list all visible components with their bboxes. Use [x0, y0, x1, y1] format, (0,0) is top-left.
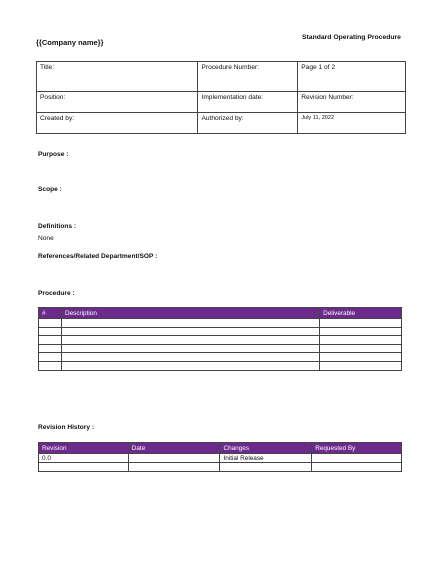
- created-by-cell: Created by:: [37, 113, 198, 134]
- date-cell: July 11, 2022: [298, 113, 406, 134]
- procedure-cell-description: [61, 361, 319, 370]
- procedure-cell-number: [39, 361, 62, 370]
- company-name: {{Company name}}: [36, 38, 104, 47]
- info-row: [37, 113, 406, 134]
- procedure-cell-number: [39, 319, 62, 328]
- procedure-cell-number: [39, 353, 62, 362]
- revision-cell-revision: 0.0: [39, 454, 129, 463]
- revision-row: [39, 454, 402, 463]
- references-heading: References/Related Department/SOP :: [38, 253, 158, 260]
- position-cell: Position:: [37, 92, 198, 113]
- procedure-number-cell: Procedure Number:: [198, 62, 298, 92]
- revision-cell-date: [128, 454, 220, 463]
- procedure-header-description: Description: [61, 308, 319, 319]
- revision-cell-requested-by: [312, 463, 402, 472]
- procedure-row: [39, 353, 402, 362]
- revision-cell-date: [128, 463, 220, 472]
- procedure-cell-number: [39, 344, 62, 353]
- procedure-cell-description: [61, 344, 319, 353]
- revision-cell-requested-by: [312, 454, 402, 463]
- info-row: [37, 62, 406, 92]
- revision-table: [38, 442, 402, 472]
- procedure-row: [39, 344, 402, 353]
- definitions-value: None: [38, 235, 54, 242]
- procedure-cell-deliverable: [320, 327, 402, 336]
- info-table: [36, 61, 406, 134]
- revision-cell-changes: [220, 463, 312, 472]
- revision-header-date: Date: [128, 443, 220, 454]
- implementation-date-cell: Implementation date:: [198, 92, 298, 113]
- procedure-cell-deliverable: [320, 336, 402, 345]
- revision-header-row: [39, 443, 402, 454]
- page-cell: Page 1 of 2: [298, 62, 406, 92]
- purpose-heading: Purpose :: [38, 151, 69, 158]
- procedure-cell-number: [39, 336, 62, 345]
- revision-number-cell: Revision Number:: [298, 92, 406, 113]
- procedure-heading: Procedure :: [38, 290, 75, 297]
- document-title: Standard Operating Procedure: [302, 34, 401, 41]
- revision-header-requested-by: Requested By: [312, 443, 402, 454]
- revision-cell-revision: [39, 463, 129, 472]
- procedure-row: [39, 319, 402, 328]
- revision-header-changes: Changes: [220, 443, 312, 454]
- procedure-header-number: #: [39, 308, 62, 319]
- procedure-header-deliverable: Deliverable: [320, 308, 402, 319]
- scope-heading: Scope :: [38, 186, 62, 193]
- procedure-row: [39, 327, 402, 336]
- procedure-cell-description: [61, 353, 319, 362]
- procedure-row: [39, 361, 402, 370]
- revision-cell-changes: Initial Release: [220, 454, 312, 463]
- procedure-cell-description: [61, 319, 319, 328]
- definitions-heading: Definitions :: [38, 223, 77, 230]
- procedure-header-row: [39, 308, 402, 319]
- procedure-cell-deliverable: [320, 344, 402, 353]
- procedure-table: [38, 307, 402, 371]
- procedure-cell-description: [61, 336, 319, 345]
- procedure-row: [39, 336, 402, 345]
- revision-history-heading: Revision History :: [38, 424, 95, 431]
- procedure-cell-deliverable: [320, 353, 402, 362]
- procedure-cell-description: [61, 327, 319, 336]
- procedure-cell-deliverable: [320, 361, 402, 370]
- revision-row: [39, 463, 402, 472]
- procedure-cell-deliverable: [320, 319, 402, 328]
- info-row: [37, 92, 406, 113]
- title-cell: Title:: [37, 62, 198, 92]
- revision-header-revision: Revision: [39, 443, 129, 454]
- authorized-by-cell: Authorized by:: [198, 113, 298, 134]
- procedure-cell-number: [39, 327, 62, 336]
